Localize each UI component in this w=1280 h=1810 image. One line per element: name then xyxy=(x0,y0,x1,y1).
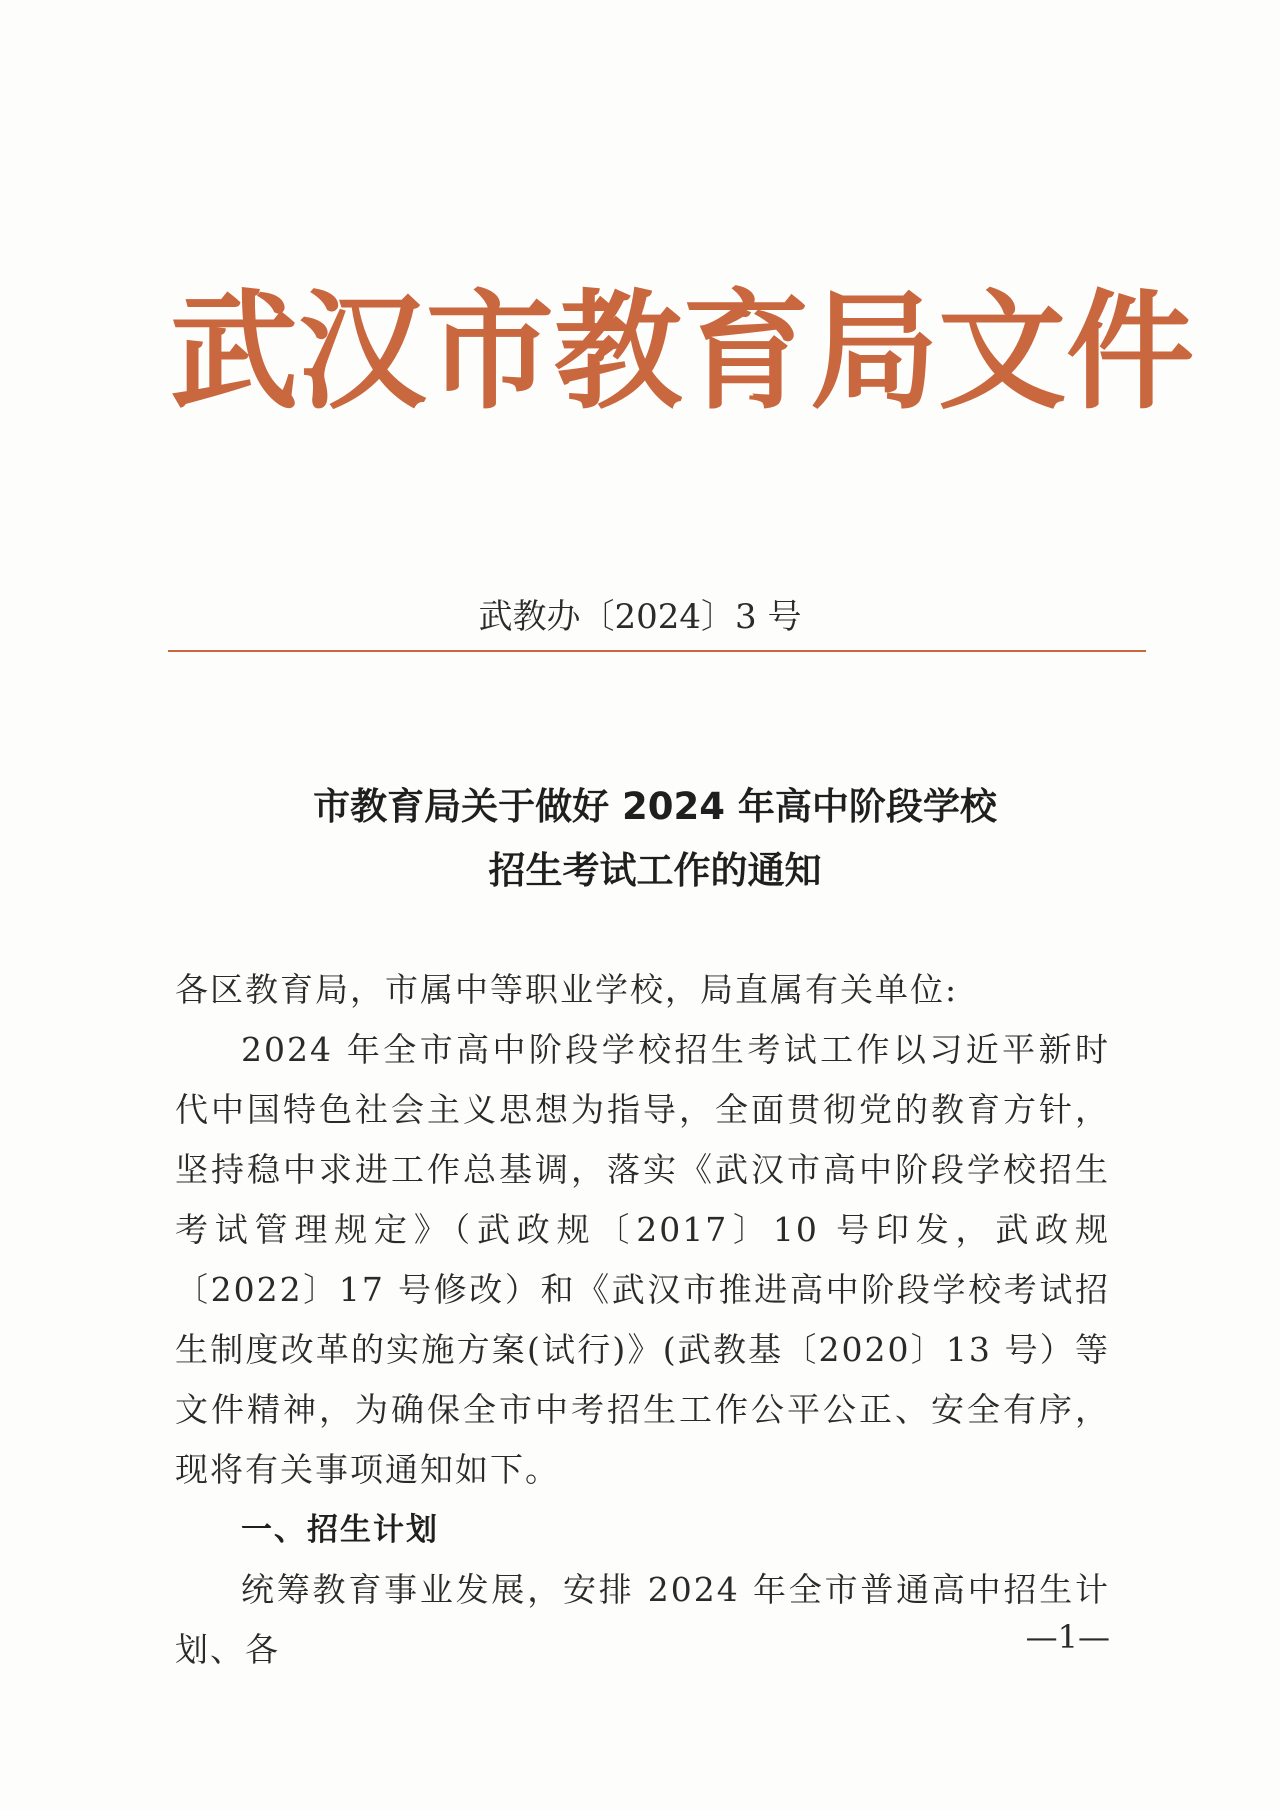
body-paragraph: 2024 年全市高中阶段学校招生考试工作以习近平新时代中国特色社会主义思想为指导，全面贯彻党的教育方针，坚持稳中求进工作总基调，落实《武汉市高中阶段学校招生考试管理规定》（武政规〔2017〕10 号印发，武政规〔2022〕17 号修改）和《武汉市推进高中阶段学校考试招生制度改革的实施方案(试行)》(武教基〔2020〕13 号）等文件精神，为确保全市中考招生工作公平公正、安全有序，现将有关事项通知如下。 xyxy=(175,1030,1110,1489)
salutation: 各区教育局，市属中等职业学校，局直属有关单位: xyxy=(175,970,959,1009)
masthead-char: 局 xyxy=(810,278,939,427)
red-divider-line xyxy=(168,650,1146,652)
masthead-char: 武 xyxy=(170,278,299,427)
masthead-char: 市 xyxy=(426,278,555,427)
title-line-1: 市教育局关于做好 2024 年高中阶段学校 xyxy=(313,785,997,828)
document-number: 武教办〔2024〕3 号 xyxy=(478,597,802,637)
section-heading: 一、招生计划 xyxy=(241,1512,439,1548)
page-number: —1— xyxy=(1025,1618,1110,1656)
title-line-2: 招生考试工作的通知 xyxy=(488,849,822,892)
masthead-char: 件 xyxy=(1066,278,1195,427)
document-body xyxy=(175,960,1110,1680)
masthead-char: 育 xyxy=(682,278,811,427)
document-title xyxy=(0,775,1280,903)
masthead-title xyxy=(170,268,1195,438)
masthead-char: 文 xyxy=(938,278,1067,427)
masthead-char: 汉 xyxy=(298,278,427,427)
masthead-char: 教 xyxy=(554,278,683,427)
body-paragraph: 统筹教育事业发展，安排 2024 年全市普通高中招生计划、各 xyxy=(175,1570,1110,1669)
